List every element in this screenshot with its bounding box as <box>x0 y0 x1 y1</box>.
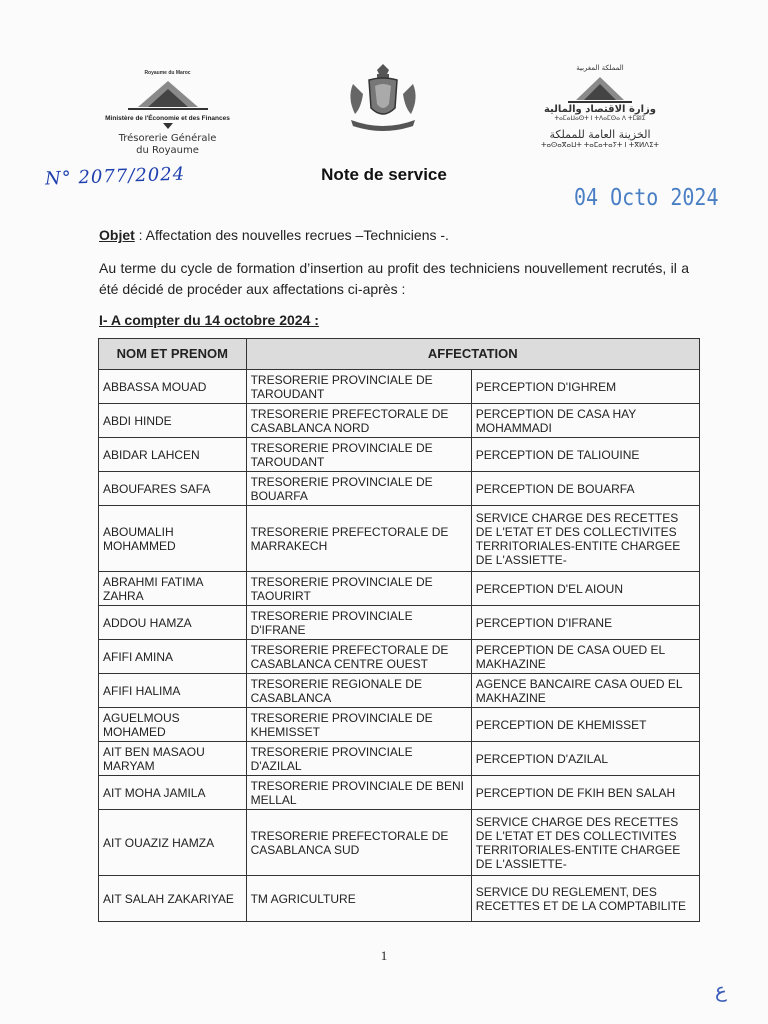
cell-name: AIT MOHA JAMILA <box>99 776 247 810</box>
table-header-row <box>99 339 700 370</box>
treasury-label-line2: du Royaume <box>136 145 199 156</box>
ministry-label: Ministère de l'Économie et des Finances <box>105 115 230 122</box>
cell-name: AIT OUAZIZ HAMZA <box>99 810 247 876</box>
cell-poste: PERCEPTION D'IGHREM <box>471 370 699 404</box>
corner-mark: ع <box>715 978 727 1002</box>
cell-poste: SERVICE DU REGLEMENT, DES RECETTES ET DE LA COMPTABILITE <box>471 876 699 922</box>
cell-tresorerie: TRESORERIE PROVINCIALE DE TAROUDANT <box>246 438 471 472</box>
cell-tresorerie: TRESORERIE PROVINCIALE DE BENI MELLAL <box>246 776 471 810</box>
cell-tresorerie: TRESORERIE PREFECTORALE DE CASABLANCA NORD <box>246 404 471 438</box>
cell-poste: PERCEPTION DE KHEMISSET <box>471 708 699 742</box>
cell-tresorerie: TRESORERIE PREFECTORALE DE CASABLANCA SUD <box>246 810 471 876</box>
cell-name: ABIDAR LAHCEN <box>99 438 247 472</box>
header-right-logo <box>520 64 680 149</box>
intro-paragraph: Au terme du cycle de formation d’insertion au profit des techniciens nouvellement recrutés, il a été décidé de procéder aux affectations ci-après : <box>99 260 689 297</box>
cell-name: ABOUFARES SAFA <box>99 472 247 506</box>
treasury-label-ar: الخزينة العامة للمملكة <box>549 128 651 141</box>
royal-coat-of-arms <box>333 64 433 141</box>
table-row <box>99 876 700 922</box>
cell-tresorerie: TRESORERIE PROVINCIALE DE KHEMISSET <box>246 708 471 742</box>
cell-poste: SERVICE CHARGE DES RECETTES DE L'ETAT ET DES COLLECTIVITES TERRITORIALES-ENTITE CHARGEE DE L'ASSIETTE- <box>471 810 699 876</box>
cell-name: AGUELMOUS MOHAMED <box>99 708 247 742</box>
table-row <box>99 572 700 606</box>
cell-name: AIT BEN MASAOU MARYAM <box>99 742 247 776</box>
header-name: NOM ET PRENOM <box>99 339 247 370</box>
cell-poste: PERCEPTION D'AZILAL <box>471 742 699 776</box>
cell-tresorerie: TRESORERIE PREFECTORALE DE CASABLANCA CENTRE OUEST <box>246 640 471 674</box>
table-row <box>99 776 700 810</box>
cell-poste: PERCEPTION D'IFRANE <box>471 606 699 640</box>
assignments-table <box>98 338 700 922</box>
cell-poste: PERCEPTION DE BOUARFA <box>471 472 699 506</box>
kingdom-label: Royaume du Maroc <box>144 70 191 76</box>
table-row <box>99 472 700 506</box>
table-row <box>99 370 700 404</box>
table-row <box>99 742 700 776</box>
table-body <box>99 370 700 922</box>
table-row <box>99 506 700 572</box>
date-stamp: 04 Octo 2024 <box>574 183 719 211</box>
cell-name: ABDI HINDE <box>99 404 247 438</box>
cell-tresorerie: TRESORERIE PROVINCIALE DE BOUARFA <box>246 472 471 506</box>
table-row <box>99 640 700 674</box>
treasury-label-line1: Trésorerie Générale <box>118 133 217 144</box>
cell-tresorerie: TRESORERIE PROVINCIALE D'AZILAL <box>246 742 471 776</box>
cell-poste: SERVICE CHARGE DES RECETTES DE L'ETAT ET DES COLLECTIVITES TERRITORIALES-ENTITE CHARGEE DE L'ASSIETTE- <box>471 506 699 572</box>
cell-poste: PERCEPTION DE CASA HAY MOHAMMADI <box>471 404 699 438</box>
reference-number: N° 2077/2024 <box>44 163 186 190</box>
table-row <box>99 810 700 876</box>
table-row <box>99 708 700 742</box>
page-title: Note de service <box>321 165 447 184</box>
cell-poste: AGENCE BANCAIRE CASA OUED EL MAKHAZINE <box>471 674 699 708</box>
cell-name: AIT SALAH ZAKARIYAE <box>99 876 247 922</box>
cell-tresorerie: TRESORERIE PROVINCIALE DE TAROUDANT <box>246 370 471 404</box>
cell-name: AFIFI HALIMA <box>99 674 247 708</box>
table-row <box>99 404 700 438</box>
section-title: I- A compter du 14 octobre 2024 : <box>99 312 319 328</box>
cell-name: ABBASSA MOUAD <box>99 370 247 404</box>
table-row <box>99 606 700 640</box>
subject-text: : Affectation des nouvelles recrues –Techniciens -. <box>134 227 449 243</box>
cell-tresorerie: TRESORERIE PROVINCIALE DE TAOURIRT <box>246 572 471 606</box>
cell-name: ABOUMALIH MOHAMMED <box>99 506 247 572</box>
table-row <box>99 438 700 472</box>
ministry-label-ar: وزارة الاقتصاد والمالية <box>543 104 657 115</box>
cell-poste: PERCEPTION D'EL AIOUN <box>471 572 699 606</box>
tgr-logo-icon <box>128 77 208 113</box>
cell-name: ADDOU HAMZA <box>99 606 247 640</box>
cell-poste: PERCEPTION DE FKIH BEN SALAH <box>471 776 699 810</box>
ministry-label-tifinagh: ⵜⴰⵎⴰⵡⴰⵙⵜ ⵏ ⵜⴷⴰⵎⵙⴰ ⴷ ⵜⵎⵓⵏⵉ <box>554 115 646 122</box>
cell-tresorerie: TRESORERIE PREFECTORALE DE MARRAKECH <box>246 506 471 572</box>
treasury-label-tifinagh: ⵜⴰⵙⴰⴳⴰⵡⵜ ⵜⴰⵎⴰⵜⴰⵢⵜ ⵏ ⵜⴳⵍⴷⵉⵜ <box>541 141 659 149</box>
cell-tresorerie: TRESORERIE PROVINCIALE D'IFRANE <box>246 606 471 640</box>
page-number: 1 <box>380 948 388 963</box>
header-left-logo <box>95 70 240 157</box>
tgr-logo-right-icon <box>568 74 632 104</box>
table-row <box>99 674 700 708</box>
header-affectation: AFFECTATION <box>246 339 699 370</box>
kingdom-label-ar: المملكة المغربية <box>576 64 624 72</box>
cell-name: AFIFI AMINA <box>99 640 247 674</box>
cell-name: ABRAHMI FATIMA ZAHRA <box>99 572 247 606</box>
cell-tresorerie: TRESORERIE REGIONALE DE CASABLANCA <box>246 674 471 708</box>
subject-line <box>99 227 449 243</box>
triangle-icon <box>163 123 173 129</box>
cell-tresorerie: TM AGRICULTURE <box>246 876 471 922</box>
cell-poste: PERCEPTION DE TALIOUINE <box>471 438 699 472</box>
coat-of-arms-icon <box>333 64 433 136</box>
subject-label: Objet <box>99 227 135 243</box>
cell-poste: PERCEPTION DE CASA OUED EL MAKHAZINE <box>471 640 699 674</box>
